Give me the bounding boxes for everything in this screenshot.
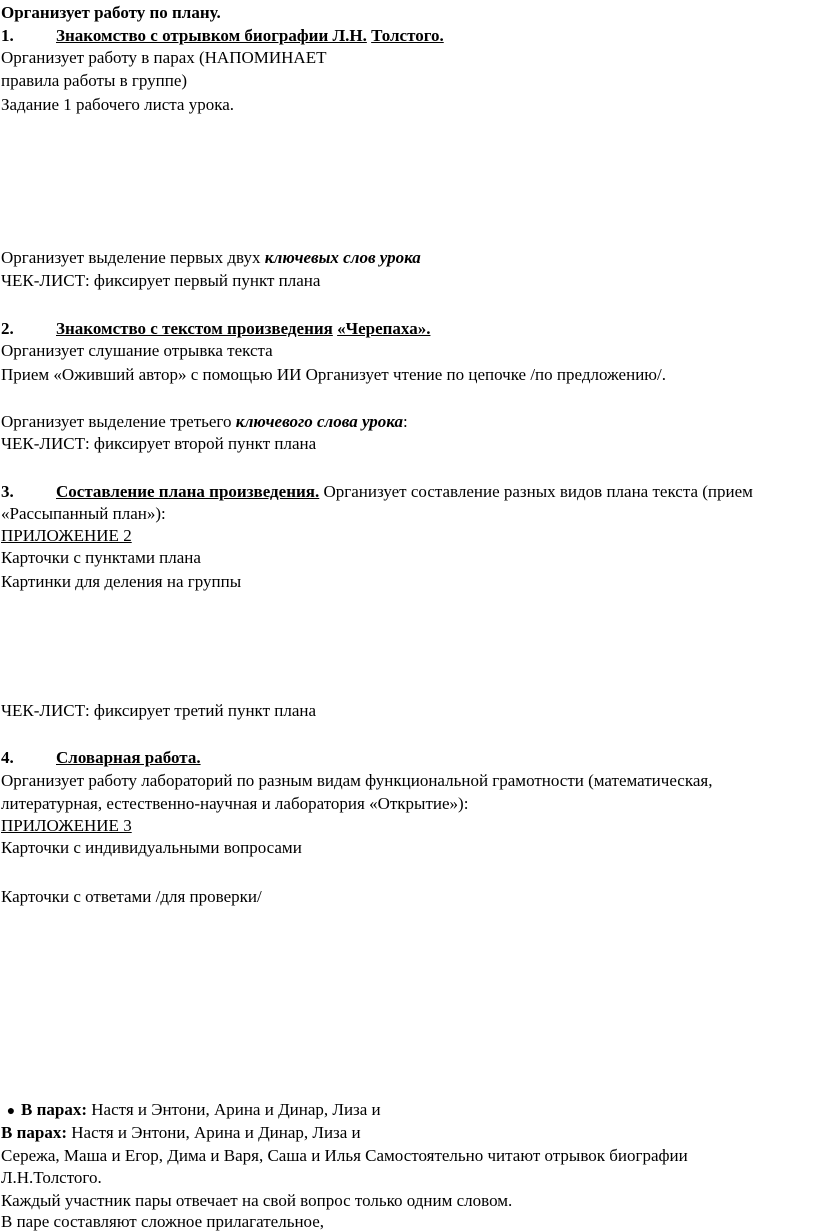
text-span: : — [402, 412, 408, 431]
section-title-cont: Толстого. — [371, 26, 444, 45]
section-title: Знакомство с текстом произведения — [56, 319, 333, 338]
text-line: Карточки с ответами /для проверки/ — [1, 887, 262, 906]
text-line: Карточки с пунктами плана — [1, 548, 201, 567]
text-span: Организует выделение третьего — [1, 412, 236, 431]
text-line — [1, 1122, 361, 1143]
checklist-line: ЧЕК-ЛИСТ: фиксирует второй пункт плана — [1, 434, 317, 453]
checklist-line: ЧЕК-ЛИСТ: фиксирует третий пункт плана — [1, 701, 317, 720]
text-span: Настя и Энтони, Арина и Динар, Лиза и — [87, 1100, 381, 1119]
text-line: Сережа, Маша и Егор, Дима и Варя, Саша и Илья Самостоятельно читают отрывок биографии — [1, 1146, 688, 1165]
section-title: Знакомство с отрывком биографии Л.Н. — [56, 26, 367, 45]
bullet-line — [1, 1099, 381, 1122]
section-title: Словарная работа. — [56, 748, 201, 767]
text-line — [1, 247, 421, 268]
section-1-heading — [1, 25, 444, 46]
appendix-label: ПРИЛОЖЕНИЕ 3 — [1, 816, 132, 835]
text-line: литературная, естественно-научная и лаборатория «Открытие»): — [1, 794, 469, 813]
text-line — [1, 411, 408, 432]
section-number: 3. — [1, 482, 14, 501]
bullet-icon: ● — [6, 1104, 16, 1119]
text-line: Л.Н.Толстого. — [1, 1168, 102, 1187]
pairs-label: В парах: — [1, 1123, 67, 1142]
section-title-cont: «Черепаха». — [337, 319, 431, 338]
text-line: Картинки для деления на группы — [1, 572, 242, 591]
text-line: Организует слушание отрывка текста — [1, 341, 273, 360]
text-line: Задание 1 рабочего листа урока. — [1, 95, 235, 114]
appendix-label: ПРИЛОЖЕНИЕ 2 — [1, 526, 132, 545]
section-2-heading — [1, 318, 430, 339]
text-line: Организует работу в парах (НАПОМИНАЕТ — [1, 48, 327, 67]
text-line: Прием «Оживший автор» с помощью ИИ Организует чтение по цепочке /по предложению/. — [1, 365, 666, 384]
text-line: В паре составляют сложное прилагательное, — [1, 1212, 325, 1231]
pairs-label: В парах: — [21, 1100, 87, 1119]
keyword-span: ключевого слова урока — [235, 412, 403, 431]
text-line: «Рассыпанный план»): — [1, 504, 166, 523]
text-span: Настя и Энтони, Арина и Динар, Лиза и — [67, 1123, 361, 1142]
text-line: Каждый участник пары отвечает на свой вопрос только одним словом. — [1, 1191, 513, 1210]
keyword-span: ключевых слов урока — [264, 248, 421, 267]
text-line: правила работы в группе) — [1, 71, 188, 90]
section-title: Составление плана произведения. — [56, 482, 320, 501]
section-number: 2. — [1, 319, 14, 338]
section-3-heading — [1, 481, 753, 502]
section-number: 4. — [1, 748, 14, 767]
text-line: Карточки с индивидуальными вопросами — [1, 838, 302, 857]
text-span: Организует выделение первых двух — [1, 248, 265, 267]
section-4-heading — [1, 747, 201, 768]
intro-heading: Организует работу по плану. — [1, 3, 221, 22]
checklist-line: ЧЕК-ЛИСТ: фиксирует первый пункт плана — [1, 271, 321, 290]
section-number: 1. — [1, 26, 14, 45]
text-span: Организует составление разных видов плана текста (прием — [319, 482, 753, 501]
text-line: Организует работу лабораторий по разным видам функциональной грамотности (математическая, — [1, 771, 713, 790]
